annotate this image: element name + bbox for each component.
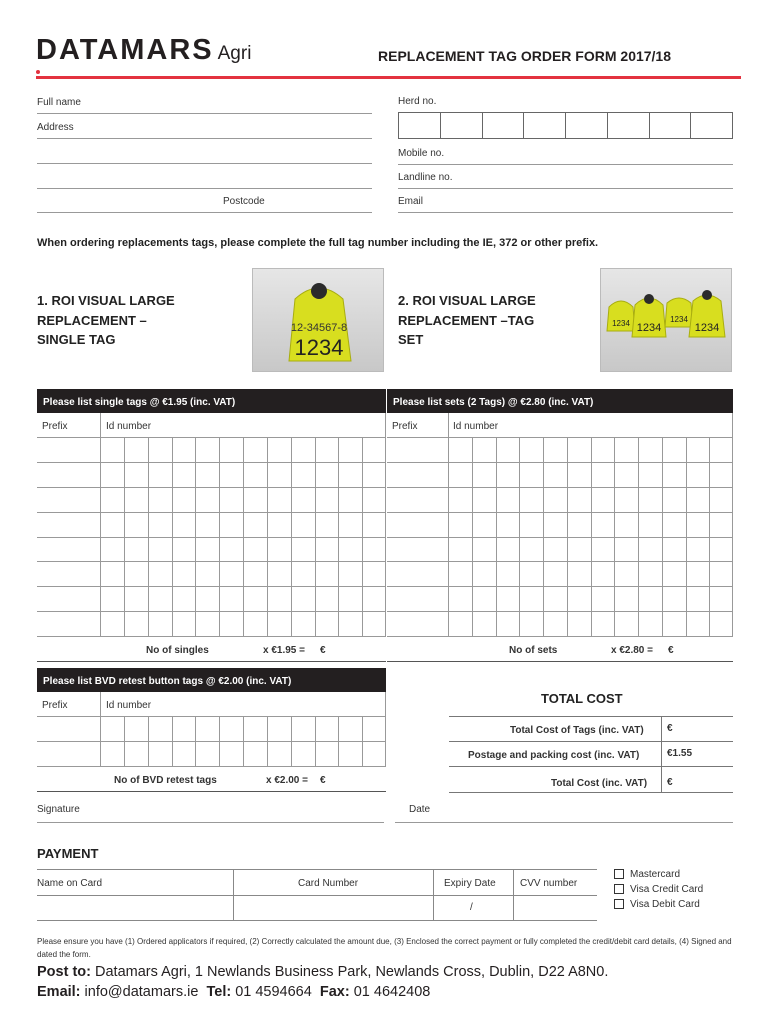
mastercard-checkbox[interactable] [614, 869, 624, 879]
expiry-date-field[interactable]: / [470, 902, 473, 913]
visa-credit-label: Visa Credit Card [630, 884, 704, 895]
singles-col-prefix: Prefix [42, 421, 68, 432]
postage-label: Postage and packing cost (inc. VAT) [468, 750, 640, 761]
sets-col-prefix: Prefix [392, 421, 418, 432]
sets-grid[interactable] [387, 413, 733, 663]
payment-heading: PAYMENT [37, 846, 99, 861]
sets-table-header: Please list sets (2 Tags) @ €2.80 (inc. VAT) [387, 389, 733, 413]
singles-col-id: Id number [106, 421, 152, 432]
singles-total-field[interactable]: € [320, 645, 326, 656]
address-field-line-3[interactable] [37, 188, 372, 189]
contact-line [37, 984, 430, 1000]
fax-value: 01 4642408 [353, 984, 431, 1000]
bvd-col-prefix: Prefix [42, 700, 68, 711]
total-tags-value[interactable]: € [667, 723, 673, 734]
singles-grid[interactable] [37, 413, 386, 663]
bvd-total-field[interactable]: € [320, 775, 326, 786]
single-tag-number: 1234 [294, 335, 344, 360]
visa-debit-checkbox[interactable] [614, 899, 624, 909]
single-tag-image [252, 268, 384, 372]
postage-value: €1.55 [667, 748, 693, 759]
name-on-card-field[interactable] [37, 896, 233, 920]
post-to-line [37, 964, 608, 980]
signature-field[interactable] [37, 822, 384, 823]
singles-table-header: Please list single tags @ €1.95 (inc. VAT) [37, 389, 386, 413]
date-label: Date [409, 804, 431, 815]
sets-col-id: Id number [453, 421, 499, 432]
cvv-label: CVV number [520, 878, 578, 889]
post-address: Datamars Agri, 1 Newlands Business Park, Newlands Cross, Dublin, D22 A8N0. [95, 964, 609, 980]
tel-value: 01 4594664 [235, 984, 312, 1000]
landline-no-field[interactable] [398, 188, 733, 189]
postcode-label: Postcode [223, 196, 265, 207]
mobile-no-field[interactable] [398, 164, 733, 165]
bvd-table-header: Please list BVD retest button tags @ €2.00 (inc. VAT) [37, 668, 386, 692]
tag-set-image [600, 268, 732, 372]
date-field[interactable] [395, 822, 733, 823]
total-tags-label: Total Cost of Tags (inc. VAT) [510, 725, 644, 736]
visa-debit-label: Visa Debit Card [630, 899, 700, 910]
total-cost-heading: TOTAL COST [541, 691, 623, 706]
card-number-label: Card Number [298, 878, 359, 889]
email-label: Email [398, 196, 424, 207]
tag-set-number-4: 1234 [694, 322, 720, 334]
signature-label: Signature [37, 804, 80, 815]
brand-suffix: Agri [217, 43, 252, 64]
email-contact-value[interactable]: info@datamars.ie [84, 984, 199, 1000]
herd-no-boxes[interactable] [398, 112, 733, 139]
footer-note: Please ensure you have (1) Ordered applicators if required, (2) Correctly calculated the amount due, (3) Enclosed the correct payment or fully completed the credit/debit card details, (4) Signed and dated the form. [37, 937, 732, 959]
instruction-text: When ordering replacements tags, please complete the full tag number including the IE, 372 or other prefix. [37, 237, 599, 249]
full-name-field[interactable] [37, 113, 372, 114]
fax-label: Fax: [319, 984, 350, 1000]
tag-set-number-3: 1234 [670, 315, 688, 324]
sets-count-label: No of sets [509, 645, 558, 656]
tag-set-number-2: 1234 [636, 322, 662, 334]
bvd-count-label: No of BVD retest tags [114, 775, 217, 786]
address-field-line-2[interactable] [37, 163, 372, 164]
postcode-field[interactable] [37, 212, 372, 213]
logo-accent-dot [36, 70, 40, 74]
visa-credit-checkbox[interactable] [614, 884, 624, 894]
email-contact-label: Email: [37, 984, 81, 1000]
herd-no-label: Herd no. [398, 96, 437, 107]
address-field-line-1[interactable] [37, 138, 372, 139]
singles-multiplier: x €1.95 = [263, 645, 305, 656]
full-name-label: Full name [37, 97, 81, 108]
tel-label: Tel: [206, 984, 232, 1000]
bvd-col-id: Id number [106, 700, 152, 711]
post-to-label: Post to: [37, 964, 91, 980]
singles-count-label: No of singles [146, 645, 209, 656]
form-title: REPLACEMENT TAG ORDER FORM 2017/18 [378, 48, 672, 64]
brand-logo [36, 34, 251, 67]
name-on-card-label: Name on Card [37, 878, 103, 889]
bvd-multiplier: x €2.00 = [266, 775, 308, 786]
total-cost-label: Total Cost (inc. VAT) [551, 778, 648, 789]
header-red-rule [36, 76, 741, 79]
product-set-title: 2. ROI VISUAL LARGE REPLACEMENT –TAG SET [398, 293, 536, 347]
sets-total-field[interactable]: € [668, 645, 674, 656]
tag-set-number-1: 1234 [612, 319, 630, 328]
brand-name: DATAMARS [36, 34, 214, 66]
cvv-field[interactable] [513, 896, 597, 920]
mastercard-label: Mastercard [630, 869, 681, 880]
expiry-date-label: Expiry Date [444, 878, 496, 889]
card-number-field[interactable] [233, 896, 433, 920]
email-field[interactable] [398, 212, 733, 213]
landline-no-label: Landline no. [398, 172, 453, 183]
address-label: Address [37, 122, 74, 133]
sets-multiplier: x €2.80 = [611, 645, 653, 656]
mobile-no-label: Mobile no. [398, 148, 445, 159]
single-tag-top-text: 12-34567-8 [290, 322, 348, 334]
product-single-title: 1. ROI VISUAL LARGE REPLACEMENT – SINGLE TAG [37, 293, 175, 347]
total-cost-value[interactable]: € [667, 777, 673, 788]
